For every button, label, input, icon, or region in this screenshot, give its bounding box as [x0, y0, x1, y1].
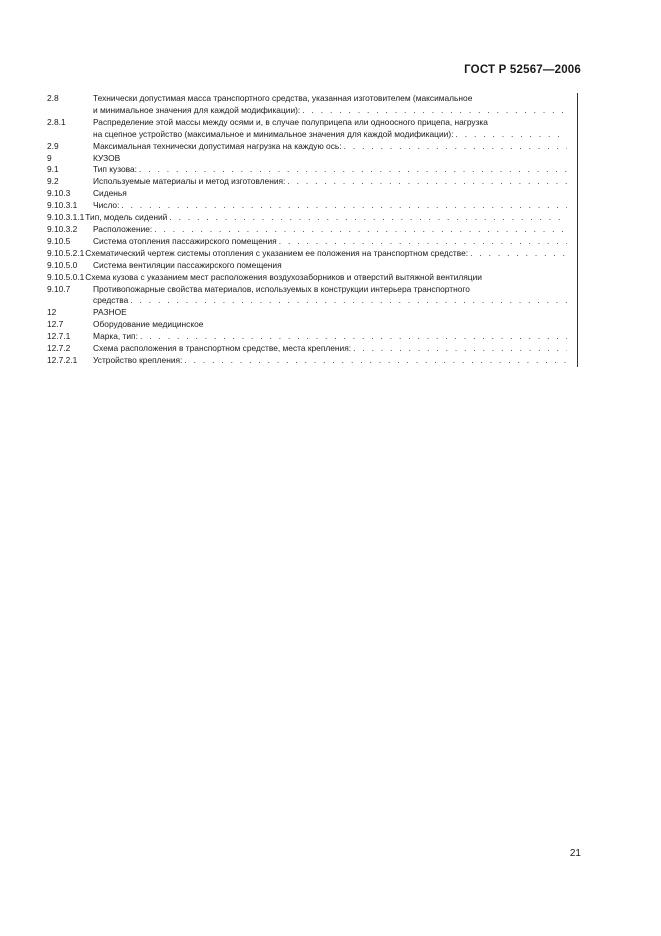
entry-number: 9.10.5.0	[47, 259, 78, 270]
entry-number: 9.10.3	[47, 188, 71, 199]
section-heading: КУЗОВ	[93, 152, 121, 163]
entry-text: Максимальная технически допустимая нагрузка на каждую ось:	[93, 140, 342, 151]
entry-text: Сиденья	[93, 188, 127, 199]
entry-text: Тип, модель сидений	[85, 212, 168, 223]
entry-text: Марка, тип:	[93, 331, 138, 342]
section-heading: РАЗНОЕ	[93, 307, 127, 318]
entry-9-10-5-2-1	[47, 248, 567, 260]
entry-9-10-5-0-1	[47, 272, 567, 284]
dot-leader	[130, 295, 567, 307]
entry-9	[47, 153, 567, 165]
entry-text: Технически допустимая масса транспортного средства, указанная изготовителем (максимальное	[93, 93, 473, 103]
entry-9-10-5-0	[47, 260, 567, 272]
entry-text: средства	[93, 295, 129, 306]
entry-12-7-1	[47, 331, 567, 343]
dot-leader	[140, 331, 567, 343]
page-number: 21	[569, 848, 581, 859]
entry-text: Схема кузова с указанием мест расположения воздухозаборников и отверстий вытяжной вентиляции	[85, 271, 482, 282]
entry-text: Система вентиляции пассажирского помещения	[93, 259, 282, 270]
entry-text: Схематический чертеж системы отопления с указанием ее положения на транспортном средстве:	[85, 247, 469, 258]
entry-number: 9.10.3.1.1	[47, 212, 85, 223]
entry-number: 9.1	[47, 164, 59, 175]
entry-text: Используемые материалы и метод изготовления:	[93, 176, 286, 187]
dot-leader	[279, 236, 567, 248]
entry-9-10-3-1-1	[47, 212, 567, 224]
entry-number: 12.7.1	[47, 331, 71, 342]
dot-leader	[169, 212, 567, 224]
entry-text: Распределение этой массы между осями и, в случае полуприцепа или одноосного прицепа, нагрузка	[93, 116, 488, 127]
dot-leader	[184, 355, 567, 367]
entry-text: на сцепное устройство (максимальное и минимальное значения для каждой модификации):	[93, 128, 454, 139]
entry-number: 2.8.1	[47, 116, 66, 127]
entry-number: 12	[47, 307, 57, 318]
document-header: ГОСТ Р 52567—2006	[464, 64, 581, 76]
entry-2-8-1	[47, 117, 567, 141]
entry-text: Схема расположения в транспортном средстве, места крепления:	[93, 343, 352, 354]
entry-text: Тип кузова:	[93, 164, 137, 175]
entry-number: 9.10.5.0.1	[47, 271, 85, 282]
entry-12-7-2	[47, 343, 567, 355]
entry-text: Противопожарные свойства материалов, используемых в конструкции интерьера транспортного	[93, 283, 470, 294]
entry-9-10-3-1	[47, 200, 567, 212]
entry-12-7-2-1	[47, 355, 567, 367]
dot-leader	[455, 129, 567, 141]
entry-number: 2.8	[47, 93, 59, 103]
entry-text: Устройство крепления:	[93, 354, 183, 365]
entry-number: 9.10.5.2.1	[47, 247, 85, 258]
entry-9-10-7	[47, 284, 567, 308]
dot-leader	[353, 343, 567, 355]
entry-12-7	[47, 319, 567, 331]
entry-9-10-5	[47, 236, 567, 248]
entry-number: 12.7.2	[47, 343, 71, 354]
dot-leader	[139, 164, 567, 176]
entry-text: Оборудование медицинское	[93, 319, 204, 330]
entry-number: 9.2	[47, 176, 59, 187]
entry-9-10-3-2	[47, 224, 567, 236]
dot-leader	[302, 105, 567, 117]
entry-list	[47, 93, 578, 367]
entry-9-10-3	[47, 188, 567, 200]
entry-number: 9.10.7	[47, 283, 71, 294]
entry-2-8	[47, 93, 567, 117]
entry-number: 9	[47, 152, 52, 163]
entry-text: Расположение:	[93, 223, 153, 234]
entry-number: 9.10.5	[47, 235, 71, 246]
entry-9-2	[47, 176, 567, 188]
entry-number: 12.7.2.1	[47, 354, 78, 365]
dot-leader	[470, 248, 567, 260]
entry-number: 9.10.3.2	[47, 223, 78, 234]
dot-leader	[121, 200, 567, 212]
entry-2-9	[47, 141, 567, 153]
dot-leader	[344, 141, 567, 153]
entry-text: и минимальное значения для каждой модификации):	[93, 104, 301, 115]
dot-leader	[154, 224, 567, 236]
entry-9-1	[47, 164, 567, 176]
entry-text: Система отопления пассажирского помещения	[93, 235, 277, 246]
entry-number: 12.7	[47, 319, 64, 330]
entry-12	[47, 307, 567, 319]
entry-number: 2.9	[47, 140, 59, 151]
entry-text: Число:	[93, 200, 120, 211]
entry-number: 9.10.3.1	[47, 200, 78, 211]
dot-leader	[287, 176, 567, 188]
